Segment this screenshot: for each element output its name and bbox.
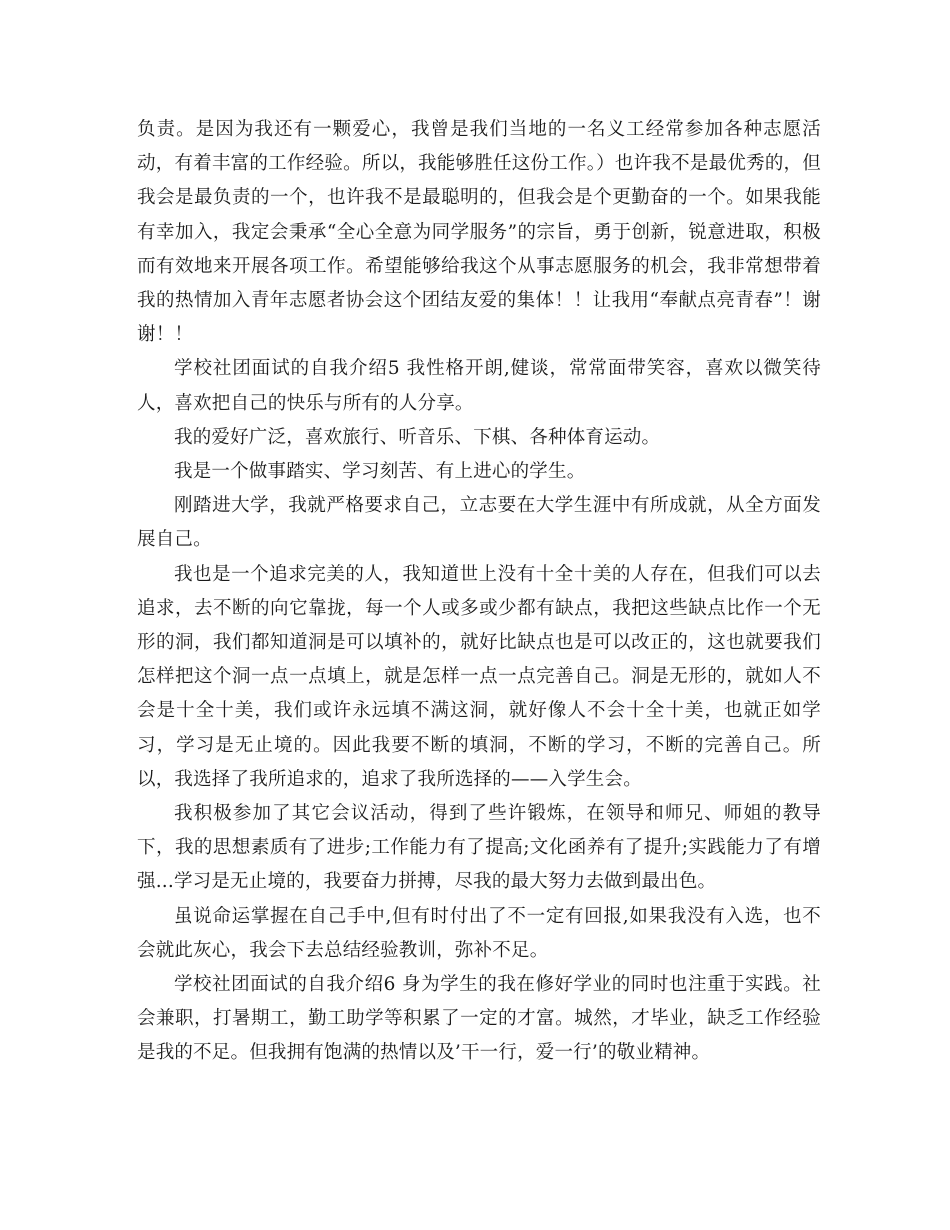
paragraph-intro-continuation: 负责。是因为我还有一颗爱心，我曾是我们当地的一名义工经常参加各种志愿活动，有着丰富的工作经验。所以，我能够胜任这份工作。）也许我不是最优秀的，但我会是最负责的一个，也许我不是最聪明的，但我会是个更勤奋的一个。如果我能有幸加入，我定会秉承“全心全意为同学服务”的宗旨，勇于创新，锐意进取，积极而有效地来开展各项工作。希望能够给我这个从事志愿服务的机会，我非常想带着我的热情加入青年志愿者协会这个团结友爱的集体！！让我用“奉献点亮青春”！谢谢！！ bbox=[137, 119, 821, 346]
paragraph-fate: 虽说命运掌握在自己手中,但有时付出了不一定有回报,如果我没有入选，也不会就此灰心，我会下去总结经验教训，弥补不足。 bbox=[137, 905, 821, 961]
paragraph-activities: 我积极参加了其它会议活动，得到了些许锻炼，在领导和师兄、师姐的教导下，我的思想素质有了进步;工作能力有了提高;文化函养有了提升;实践能力了有增强...学习是无止境的，我要奋力拼搏，尽我的最大努力去做到最出色。 bbox=[137, 803, 821, 893]
paragraph-intro-5: 学校社团面试的自我介绍5 我性格开朗,健谈，常常面带笑容，喜欢以微笑待人，喜欢把自己的快乐与所有的人分享。 bbox=[137, 358, 821, 414]
document-page bbox=[137, 113, 821, 1071]
paragraph-hobbies: 我的爱好广泛，喜欢旅行、听音乐、下棋、各种体育运动。 bbox=[174, 426, 661, 448]
paragraph-intro-6: 学校社团面试的自我介绍6 身为学生的我在修好学业的同时也注重于实践。社会兼职，打暑期工，勤工助学等积累了一定的才富。城然，才毕业，缺乏工作经验是我的不足。但我拥有饱满的热情以及’干一行，爱一行’的敬业精神。 bbox=[137, 974, 821, 1064]
paragraph-university: 刚踏进大学，我就严格要求自己，立志要在大学生涯中有所成就，从全方面发展自己。 bbox=[137, 495, 821, 551]
paragraph-student: 我是一个做事踏实、学习刻苦、有上进心的学生。 bbox=[174, 461, 586, 483]
paragraph-perfection: 我也是一个追求完美的人，我知道世上没有十全十美的人存在，但我们可以去追求，去不断的向它靠拢，每一个人或多或少都有缺点，我把这些缺点比作一个无形的洞，我们都知道洞是可以填补的，就好比缺点也是可以改正的，这也就要我们怎样把这个洞一点一点填上，就是怎样一点一点完善自己。洞是无形的，就如人不会是十全十美，我们或许永远填不满这洞，就好像人不会十全十美，也就正如学习，学习是无止境的。因此我要不断的填洞，不断的学习，不断的完善自己。所以，我选择了我所追求的，追求了我所选择的——入学生会。 bbox=[137, 563, 821, 790]
